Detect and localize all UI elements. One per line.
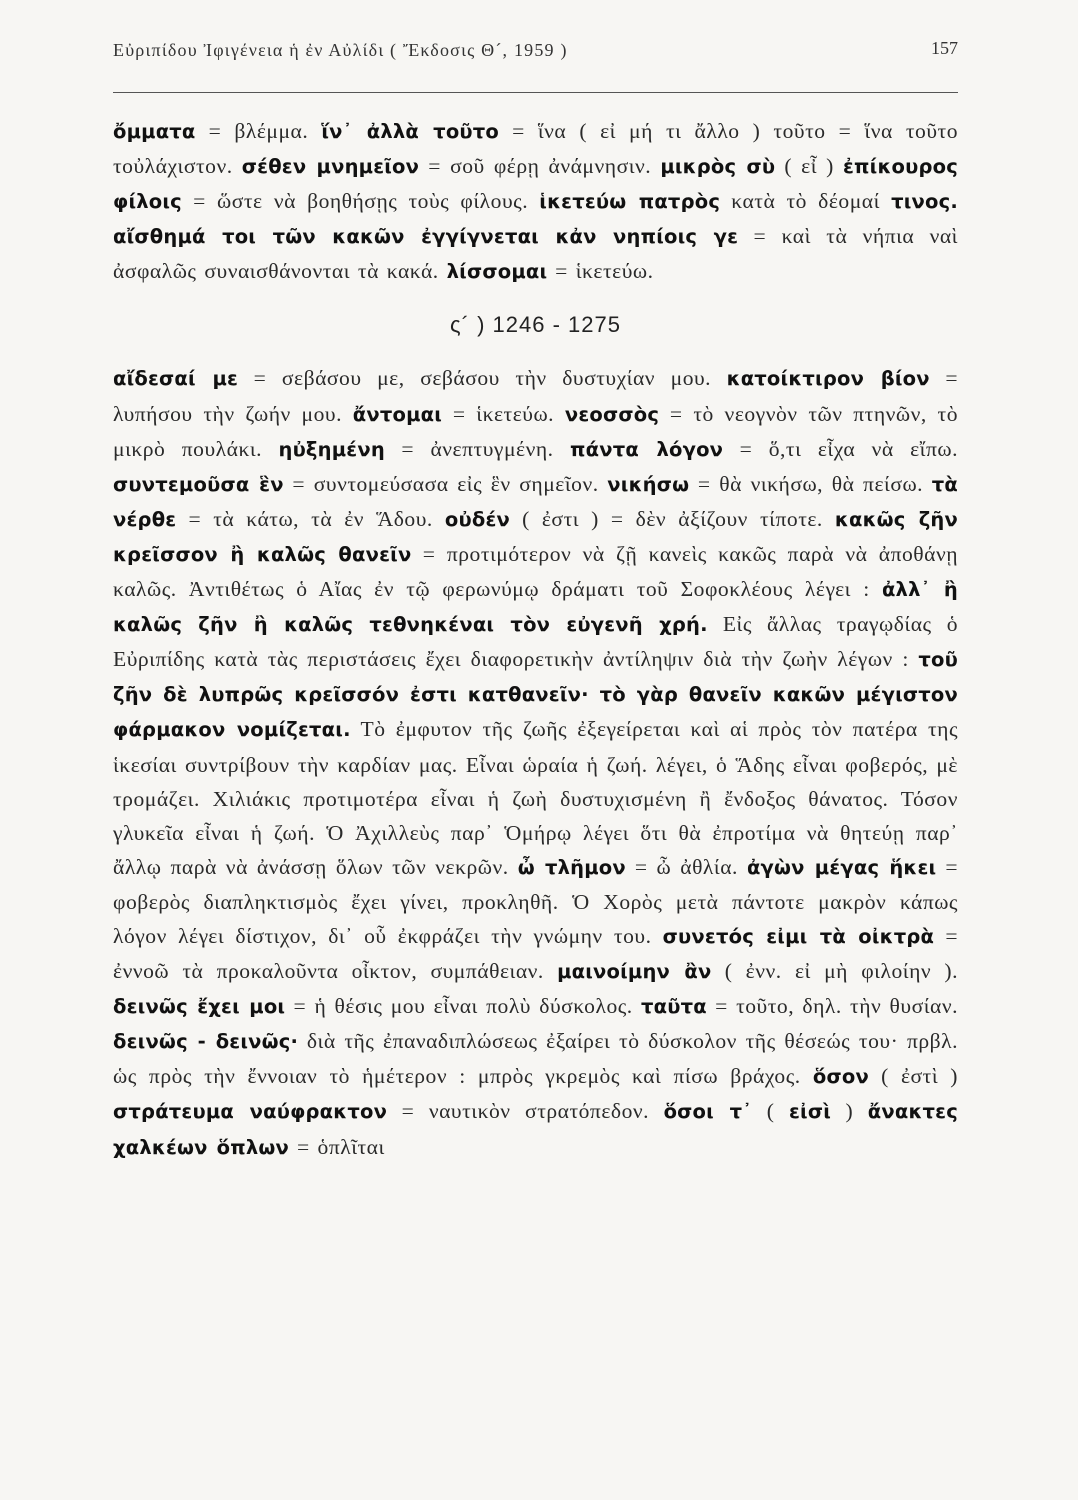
lemma-term: ἱκετεύω πατρὸς [539, 190, 721, 214]
gloss-text: ( [752, 1099, 789, 1124]
commentary-paragraph-1 [113, 114, 958, 289]
gloss-text: Εἰς ἄλλας τραγῳδίας ὁ Εὐριπίδης κατὰ τὰς περιστάσεις ἔχει διαφορετικὴν ἀντίληψιν διὰ τὴν ζωὴν λέγων : [113, 612, 958, 672]
gloss-text: = ὦ ἀθλία. [625, 854, 747, 879]
gloss-text: ( ἐνν. εἰ μὴ φιλοίην ). [711, 959, 958, 984]
lemma-term: δεινῶς - δεινῶς· [113, 1030, 299, 1054]
gloss-text: = ἱκετεύω. [442, 401, 565, 426]
page-number: 157 [931, 38, 958, 58]
lemma-term: εἰσὶ [788, 1100, 832, 1124]
lemma-term: κακῶς ζῆν κρεῖσσον ἢ καλῶς θανεῖν [113, 507, 958, 566]
gloss-text: = ἵνα ( εἰ μή τι ἄλλο ) τοῦτο = ἵνα τοῦτο τοὐλάχιστον. [113, 119, 958, 179]
gloss-text: = λυπήσου τὴν ζωήν μου. [113, 366, 959, 426]
lemma-term: οὐδέν [444, 507, 510, 531]
lemma-term: ταῦτα [640, 995, 707, 1019]
gloss-text: ) [831, 1099, 868, 1124]
gloss-text: κατὰ τὸ δέομαί [720, 189, 892, 214]
lemma-term: πάντα λόγον [569, 437, 724, 461]
gloss-text: = καὶ τὰ νήπια ναὶ ἀσφαλῶς συναισθάνονται τὰ κακά. [113, 224, 958, 284]
lemma-term: ἀγὼν μέγας ἥκει [746, 855, 937, 879]
lemma-term: ἐπίκουρος φίλοις [113, 155, 958, 214]
lemma-term: ὄμματα [113, 120, 196, 143]
lemma-term: τὰ νέρθε [113, 472, 958, 531]
gloss-text: ( ἐστι ) = δὲν ἀξίζουν τίποτε. [510, 506, 835, 531]
gloss-text: = τὸ νεογνὸν τῶν πτηνῶν, τὸ μικρὸ πουλάκι. [113, 401, 958, 461]
lemma-term: νεοσσὸς [564, 402, 660, 426]
gloss-text: = ὁπλῖται [289, 1134, 385, 1159]
lemma-term: μαινοίμην ἂν [557, 960, 712, 984]
lemma-term: συντεμοῦσα ἓν [113, 472, 284, 496]
gloss-text: = τοῦτο, δηλ. τὴν θυσίαν. [706, 994, 958, 1019]
gloss-text: = ναυτικὸν στρατόπεδον. [387, 1099, 664, 1124]
gloss-text: = τὰ κάτω, τὰ ἐν Ἅδου. [176, 506, 445, 531]
lemma-term: συνετός εἰμι τὰ οἰκτρὰ [662, 924, 935, 948]
gloss-text: = ἀνεπτυγμένη. [384, 436, 570, 461]
gloss-text: = θὰ νικήσω, θὰ πείσω. [689, 471, 932, 496]
paragraph-text [113, 361, 958, 1164]
lemma-term: ἵν᾽ ἀλλὰ τοῦτο [321, 120, 500, 143]
paragraph-text [113, 114, 958, 289]
lemma-term: στράτευμα ναύφρακτον [113, 1100, 388, 1124]
gloss-text: ( εἶ ) [775, 154, 843, 179]
gloss-text: = συντομεύσασα εἰς ἓν σημεῖον. [283, 471, 608, 496]
lemma-term: αἴδεσαί με [113, 367, 239, 391]
lemma-term: λίσσομαι [446, 260, 548, 284]
lemma-term: ὦ τλῆμον [517, 855, 626, 879]
lemma-term: δεινῶς ἔχει μοι [113, 995, 286, 1019]
gloss-text: = προτιμότερον νὰ ζῇ κανεὶς κακῶς παρὰ νὰ ἀποθάνῃ καλῶς. Ἀντιθέτως ὁ Αἴας ἐν τῷ φερωνύμῳ δράματι τοῦ Σοφοκλέους λέγει : [113, 541, 959, 602]
gloss-text: διὰ τῆς ἐπαναδιπλώσεως ἐξαίρει τὸ δύσκολον τῆς θέσεώς του· πρβλ. ὡς πρὸς τὴν ἔννοιαν τὸ ἡμέτερον : μπρὸς γκρεμὸς καὶ πίσω βράχος. [113, 1029, 958, 1089]
lemma-term: ὅσοι τ᾽ [663, 1100, 753, 1124]
section-heading: ς´ ) 1246 - 1275 [450, 312, 621, 338]
lemma-term: κατοίκτιρον βίον [726, 367, 930, 391]
gloss-text: = σοῦ φέρῃ ἀνάμνησιν. [419, 154, 661, 179]
lemma-term: μικρὸς σὺ [660, 155, 776, 179]
lemma-term: ἄντομαι [352, 402, 443, 426]
lemma-term: ηὐξημένη [278, 437, 385, 461]
gloss-text: = ὥστε νὰ βοηθήσῃς τοὺς φίλους. [181, 189, 540, 214]
gloss-text: = ὅ,τι εἶχα νὰ εἴπω. [723, 436, 958, 461]
gloss-text: = βλέμμα. [195, 119, 322, 143]
lemma-term: ἄνακτες χαλκέων ὅπλων [113, 1100, 958, 1159]
lemma-term: σέθεν μνημεῖον [241, 155, 420, 179]
running-header [113, 40, 958, 72]
header-rule [113, 92, 958, 93]
page-body [113, 114, 958, 1165]
gloss-text: = σεβάσου με, σεβάσου τὴν δυστυχίαν μου. [238, 366, 727, 391]
lemma-term: νικήσω [607, 472, 690, 496]
lemma-term: ἀλλ᾽ ἢ καλῶς ζῆν ἢ καλῶς τεθνηκέναι τὸν εὐγενῆ χρή. [113, 578, 958, 637]
gloss-text: ( ἐστὶ ) [868, 1064, 959, 1089]
lemma-term: τοῦ ζῆν δὲ λυπρῶς κρεῖσσόν ἐστι κατθανεῖν· τὸ γὰρ θανεῖν κακῶν μέγιστον φάρμακον νομίζεται. [113, 648, 958, 742]
lemma-term: ὅσον [812, 1065, 869, 1089]
gloss-text: = ἱκετεύω. [547, 259, 654, 284]
gloss-text: = φοβερὸς διαπληκτισμὸς ἔχει γίνει, προκληθῆ. Ὁ Χορὸς μετὰ πάντοτε μακρὸν κάπως λόγον λέγει δίστιχον, δι᾽ οὗ ἐκφράζει τὴν γνώμην του. [113, 854, 959, 948]
running-title: Εὐριπίδου Ἰφιγένεια ἡ ἐν Αὐλίδι ( Ἔκδοσις Θ´, 1959 ) [113, 40, 568, 60]
gloss-text: = ἐννοῶ τὰ προκαλοῦντα οἶκτον, συμπάθειαν. [113, 923, 959, 984]
lemma-term: τινος. αἴσθημά τοι τῶν κακῶν ἐγγίγνεται κἀν νηπίοις γε [113, 190, 958, 249]
gloss-text: Τὸ ἐμφυτον τῆς ζωῆς ἐξεγείρεται καὶ αἱ πρὸς τὸν πατέρα της ἱκεσίαι συντρίβουν τὴν καρδίαν μας. Εἶναι ὡραία ἡ ζωή. λέγει, ὁ Ἅδης εἶναι φοβερός, μὲ τρομάζει. Χιλιάκις προτιμοτέρα εἶναι ἡ ζωὴ δυστυχισμένη ἢ ἔνδοξος θάνατος. Τόσον γλυκεῖα εἶναι ἡ ζωή. Ὁ Ἀχιλλεὺς παρ᾽ Ὁμήρῳ λέγει ὅτι θὰ ἐπροτίμα νὰ θητεύῃ παρ᾽ ἄλλῳ παρὰ νὰ ἀνάσσῃ ὅλων τῶν νεκρῶν. [113, 717, 958, 879]
commentary-paragraph-2 [113, 361, 958, 1164]
gloss-text: = ἡ θέσις μου εἶναι πολὺ δύσκολος. [285, 994, 641, 1019]
